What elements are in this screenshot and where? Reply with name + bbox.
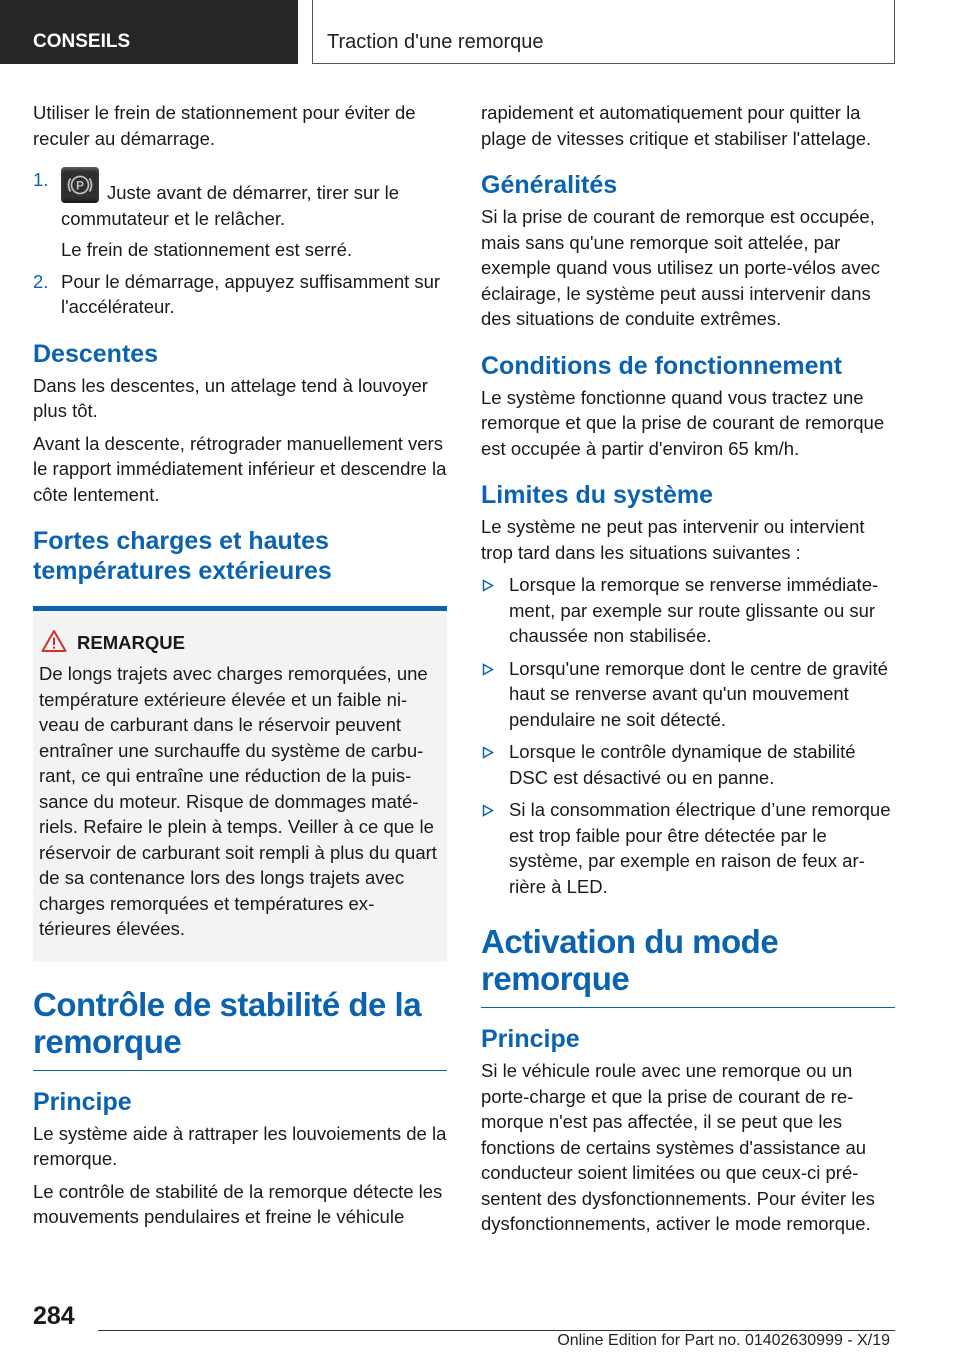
warning-box (33, 606, 447, 962)
heading-fortes-charges: Fortes charges et hautes températures extérieures (33, 527, 332, 585)
heading-principe: Principe (481, 1025, 580, 1053)
parking-brake-icon (61, 167, 99, 203)
heading-principe: Principe (33, 1087, 132, 1116)
heading-generalites: Généralités (481, 171, 618, 199)
triangle-bullet-icon (482, 579, 494, 592)
descentes-paragraph-1: Dans les descentes, un attelage tend à louvoyer plus tôt. (33, 374, 428, 421)
heading-conditions: Conditions de fonctionnement (481, 351, 843, 380)
step-number: 2. (33, 270, 49, 292)
step-text: Juste avant de démarrer, tirer sur le commutateur et le relâcher. (61, 182, 400, 229)
triangle-bullet-icon (482, 746, 494, 759)
triangle-bullet-icon (482, 663, 494, 676)
list-item (481, 656, 895, 733)
list-item (481, 739, 895, 790)
descentes-paragraph-2: Avant la descente, rétrograder manuellement vers le rapport immédiatement inférieur et descendre la côte lentement. (33, 432, 447, 505)
chapter-title: Traction d'une remorque (312, 0, 895, 64)
warning-title-text: REMARQUE (77, 632, 185, 653)
step-2 (33, 269, 447, 320)
warning-title (39, 631, 438, 655)
step-text: Pour le démarrage, appuyez suffisamment sur l'accélérateur. (61, 270, 441, 317)
left-column (33, 100, 447, 1237)
list-item (481, 572, 895, 649)
list-item-text: Lorsque le contrôle dynamique de stabilité DSC est désactivé ou en panne. (509, 741, 856, 788)
warning-text: De longs trajets avec charges remorquées, une température extérieure élevée et un faible niveau de carburant dans le réservoir peuvent entraîner une surchauffe du système de carburant, ce qui entraîne une réduction de la puissance du moteur. Risque de dommages matériels. Refaire le plein à temps. Veiller à ce que le réservoir de carburant soit rempli à plus du quart de sa contenance lors des longs trajets avec charges remorquées et températures extérieures élevées. (39, 663, 437, 939)
activation-paragraph: Si le véhicule roule avec une remorque ou un porte-charge et que la prise de courant de remorque n'est pas affectée, il se peut que les fonctions de certains systèmes d'assistance au conducteur soient limitées ou que ceux-ci présentent des dysfonctionnements. Pour éviter les dysfonctionnements, activer le mode remorque. (481, 1060, 875, 1234)
intro-paragraph: Utiliser le frein de stationnement pour éviter de reculer au démarrage. (33, 102, 416, 149)
page-number: 284 (33, 1302, 75, 1330)
warning-triangle-icon (41, 629, 67, 653)
list-item-text: Si la consommation électrique d’une remorque est trop faible pour être détectée par le système, par exemple en raison de feux arrière à LED. (509, 799, 891, 897)
right-column (481, 100, 895, 1244)
principe-paragraph-1: Le système aide à rattraper les louvoiements de la remorque. (33, 1122, 447, 1169)
list-item-text: Lorsqu'une remorque dont le centre de gravité haut se renverse avant qu'un mouvement pendulaire ne soit détecté. (509, 657, 888, 730)
edition-text: Online Edition for Part no. 01402630999 - X/19 (557, 1332, 890, 1349)
page-header (0, 0, 960, 64)
principe-paragraph-2: Le contrôle de stabilité de la remorque détecte les mouvements pendulaires et freine le véhicule (33, 1180, 443, 1227)
triangle-bullet-icon (482, 804, 494, 817)
step-1 (33, 167, 447, 263)
list-item-text: Lorsque la remorque se renverse immédiatement, par exemple sur route glissante ou sur chaussée non stabilisée. (509, 574, 879, 646)
step-note: Le frein de stationnement est serré. (61, 239, 353, 260)
steps-list (33, 167, 447, 320)
heading-controle-stabilite: Contrôle de stabilité de la remorque (33, 986, 447, 1071)
heading-descentes: Descentes (33, 339, 159, 368)
limites-paragraph: Le système ne peut pas intervenir ou intervient trop tard dans les situations suivantes : (481, 516, 865, 563)
conditions-paragraph: Le système fonctionne quand vous tractez une remorque et que la prise de courant de remorque est occupée à partir d'environ 65 km/h. (481, 386, 885, 459)
heading-limites: Limites du système (481, 481, 714, 509)
list-item (481, 797, 895, 899)
continued-paragraph: rapidement et automatiquement pour quitter la plage de vitesses critique et stabiliser l'attelage. (481, 102, 872, 149)
heading-activation-mode-remorque: Activation du mode remorque (481, 923, 895, 1008)
generalites-paragraph: Si la prise de courant de remorque est occupée, mais sans qu'une remorque soit attelée, par exemple quand vous utilisez un porte-vélos avec éclairage, le système peut aussi intervenir dans des situations de conduite extrêmes. (481, 206, 881, 329)
page-footer (0, 1296, 960, 1362)
svg-text:P: P (75, 178, 85, 193)
limites-list (481, 572, 895, 899)
footer-divider (98, 1330, 895, 1331)
section-tab: CONSEILS (0, 0, 298, 64)
step-number: 1. (33, 169, 49, 190)
